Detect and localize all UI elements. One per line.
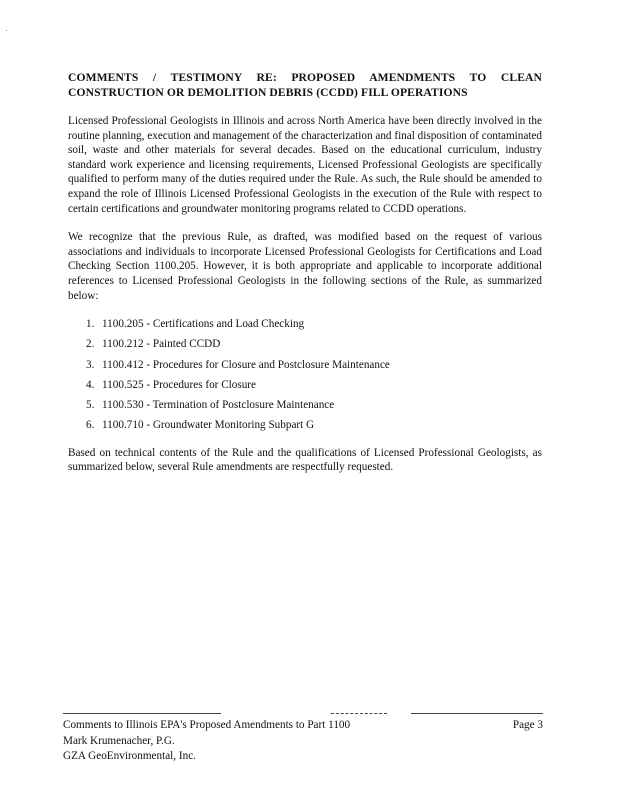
document-title: COMMENTS / TESTIMONY RE: PROPOSED AMENDMENTS TO CLEAN CONSTRUCTION OR DEMOLITION DEBRIS (CCDD) FILL OPERATIONS [68, 71, 542, 99]
list-item-text: 1100.205 - Certifications and Load Checking [102, 318, 305, 331]
scan-speck [6, 30, 7, 31]
list-item [68, 337, 542, 352]
document-body [68, 70, 542, 489]
list-item [68, 418, 542, 433]
list-item-text: 1100.710 - Groundwater Monitoring Subpart G [102, 419, 315, 432]
list-item [68, 358, 542, 373]
list-item-number: 6. [86, 419, 95, 432]
paragraph-recognition: We recognize that the previous Rule, as drafted, was modified based on the request of various associations and individuals to incorporate Licensed Professional Geologists for Certifications and Load Checking Section 1100.205. However, it is both appropriate and applicable to incorporate additional references to Licensed Professional Geologists in the following sections of the Rule, as summarized below: [68, 231, 542, 302]
list-item [68, 398, 542, 413]
list-item-text: 1100.412 - Procedures for Closure and Postclosure Maintenance [102, 358, 390, 371]
footer-divider [411, 713, 543, 714]
list-item-text: 1100.212 - Painted CCDD [102, 338, 221, 351]
list-item-number: 5. [86, 398, 95, 411]
footer-author: Mark Krumenacher, P.G. [63, 734, 175, 747]
list-item-text: 1100.530 - Termination of Postclosure Maintenance [102, 398, 335, 411]
paragraph-intro: Licensed Professional Geologists in Illinois and across North America have been directly involved in the routine planning, execution and management of the characterization and final disposition of contaminated soil, waste and other materials for several decades. Based on the educational curriculum, industry standard work experience and licensing requirements, Licensed Professional Geologists are specifically qualified to perform many of the duties required under the Rule. As such, the Rule should be amended to expand the role of Illinois Licensed Professional Geologists in the execution of the Rule with respect to certain certifications and groundwater monitoring programs related to CCDD operations. [68, 115, 542, 215]
footer-text [63, 718, 543, 765]
paragraph-closing: Based on technical contents of the Rule and the qualifications of Licensed Professional Geologists, as summarized below, several Rule amendments are respectfully requested. [68, 446, 542, 474]
list-item-text: 1100.525 - Procedures for Closure [102, 378, 257, 391]
footer-divider [63, 713, 221, 714]
sections-list [68, 317, 542, 433]
list-item [68, 317, 542, 332]
list-item-number: 4. [86, 378, 95, 391]
footer-company: GZA GeoEnvironmental, Inc. [63, 750, 196, 763]
list-item-number: 1. [86, 318, 95, 331]
footer-divider [331, 713, 387, 714]
list-item-number: 2. [86, 338, 95, 351]
page-number: Page 3 [512, 719, 543, 731]
footer-row [63, 718, 543, 734]
list-item [68, 378, 542, 393]
list-item-number: 3. [86, 358, 95, 371]
footer-document-title: Comments to Illinois EPA's Proposed Amendments to Part 1100 [63, 719, 351, 731]
